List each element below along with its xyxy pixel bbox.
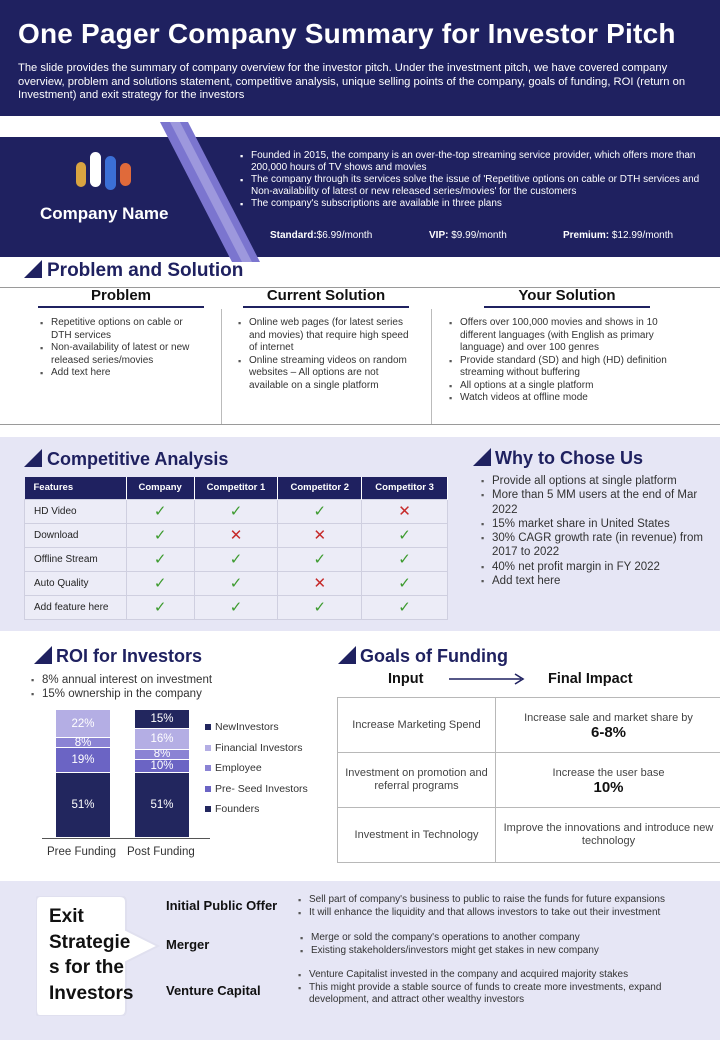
- table-row: [25, 571, 448, 595]
- bar-segment: 51%: [135, 773, 189, 837]
- legend-swatch: [205, 786, 211, 792]
- legend-swatch: [205, 745, 211, 751]
- list-item: ▪ Online streaming videos on random websites – All options are not available on a single platform: [238, 355, 418, 393]
- legend-swatch: [205, 765, 211, 771]
- chart-baseline: [42, 838, 210, 839]
- legend-item: [205, 803, 259, 815]
- company-bullet: ▪ Founded in 2015, the company is an over-the-top streaming service provider, which offers more than 200,000 hours of TV shows and movies: [240, 150, 700, 174]
- goal-input-cell: Investment on promotion and referral programs: [338, 753, 496, 808]
- table-row: [25, 523, 448, 547]
- comparison-cell: [362, 571, 448, 595]
- table-row: [338, 753, 720, 808]
- list-item: ▪ Add text here: [40, 367, 205, 380]
- list-item: ▪ 40% net profit margin in FY 2022: [481, 560, 706, 574]
- goal-impact-cell: Increase the user base 10%: [496, 753, 720, 808]
- legend-swatch: [205, 724, 211, 730]
- plan-standard: Standard:$6.99/month: [270, 230, 373, 241]
- section-triangle-icon: [34, 646, 52, 664]
- check-icon: ✓: [398, 575, 411, 592]
- page-subtitle: The slide provides the summary of company overview for the investor pitch. Under the investment pitch, we have covered company overview, problem and solutions statement, competitive analysis, unique selling points of the company, goals of funding, ROI (return on Investment) and exit strategy for the investors: [18, 62, 686, 101]
- company-bullet: ▪ The company's subscriptions are available in three plans: [240, 198, 700, 210]
- legend-item: [205, 742, 303, 754]
- problem-list: [40, 317, 205, 380]
- legend-swatch: [205, 806, 211, 812]
- roi-list: [31, 673, 291, 702]
- list-item: ▪ Existing stakeholders/investors might get stakes in new company: [300, 945, 710, 958]
- bar-segment: 51%: [56, 773, 110, 837]
- roi-heading: ROI for Investors: [56, 646, 203, 666]
- list-item: ▪ 8% annual interest on investment: [31, 673, 291, 687]
- section-triangle-icon: [24, 449, 42, 467]
- feature-cell: HD Video: [25, 499, 127, 523]
- exit-vc-list: [298, 969, 708, 1007]
- goals-input-label: Input: [388, 671, 424, 687]
- legend-item: [205, 783, 308, 795]
- plan-vip: VIP: $9.99/month: [429, 230, 507, 241]
- exit-merger-list: [300, 932, 710, 957]
- feature-cell: Add feature here: [25, 595, 127, 619]
- table-row: [338, 698, 720, 753]
- section-triangle-icon: [473, 448, 491, 466]
- legend-label: Financial Investors: [215, 741, 303, 754]
- table-row: [25, 499, 448, 523]
- comparison-cell: [126, 547, 194, 571]
- feature-cell: Download: [25, 523, 127, 547]
- problem-title: Problem: [38, 287, 204, 308]
- comparison-cell: [194, 499, 278, 523]
- list-item: ▪ More than 5 MM users at the end of Mar 2022: [481, 488, 706, 517]
- cross-icon: ✕: [313, 575, 327, 592]
- comparison-cell: [362, 547, 448, 571]
- bar-segment: 15%: [135, 710, 189, 728]
- legend-label: Pre- Seed Investors: [215, 782, 308, 795]
- comparison-cell: [362, 499, 448, 523]
- cross-icon: ✕: [229, 527, 243, 544]
- comparison-cell: [194, 571, 278, 595]
- goal-value: 10%: [593, 778, 624, 796]
- comparison-cell: [126, 523, 194, 547]
- check-icon: ✓: [153, 503, 167, 520]
- competitive-table: [24, 477, 448, 620]
- problem-solution-heading: Problem and Solution: [47, 260, 244, 281]
- goals-table: [337, 697, 720, 863]
- comparison-cell: [278, 595, 362, 619]
- comparison-cell: [126, 571, 194, 595]
- comparison-cell: [126, 499, 194, 523]
- list-item: ▪ 15% ownership in the company: [31, 687, 291, 701]
- x-tick-label: Post Funding: [127, 846, 195, 858]
- exit-label-ipo: Initial Public Offer: [166, 898, 278, 913]
- list-item: ▪ Add text here: [481, 574, 706, 588]
- check-icon: ✓: [153, 599, 167, 616]
- check-icon: ✓: [313, 599, 327, 616]
- cross-icon: ✕: [313, 527, 327, 544]
- list-item: ▪ It will enhance the liquidity and that allows investors to take out their investment: [298, 907, 708, 920]
- comparison-cell: [194, 595, 278, 619]
- comparison-cell: [194, 547, 278, 571]
- list-item: ▪ Provide all options at single platform: [481, 474, 706, 488]
- bar-segment: 8%: [56, 738, 110, 747]
- comparison-cell: [362, 523, 448, 547]
- goals-impact-label: Final Impact: [548, 671, 633, 687]
- section-triangle-icon: [24, 260, 42, 278]
- list-item: ▪ Merge or sold the company's operations to another company: [300, 932, 710, 945]
- comparison-cell: [194, 523, 278, 547]
- table-row: [25, 595, 448, 619]
- competitive-heading: Competitive Analysis: [47, 449, 229, 469]
- company-bullet: ▪ The company through its services solve the issue of 'Repetitive options on cable or DTH services and Non-availability of latest or new released series/movies' for the customers: [240, 174, 700, 198]
- table-row: [338, 808, 720, 863]
- why-list: [481, 474, 706, 588]
- goal-value: 6-8%: [590, 723, 627, 741]
- company-bullets: [240, 150, 700, 210]
- list-item: ▪ 15% market share in United States: [481, 517, 706, 531]
- check-icon: ✓: [313, 503, 327, 520]
- why-heading: Why to Chose Us: [495, 448, 644, 468]
- exit-ipo-list: [298, 894, 708, 919]
- check-icon: ✓: [153, 575, 167, 592]
- column-header: Competitor 2: [278, 477, 362, 499]
- table-header-row: [25, 477, 448, 499]
- list-item: ▪ Repetitive options on cable or DTH services: [40, 317, 205, 342]
- column-header: Competitor 3: [362, 477, 448, 499]
- check-icon: ✓: [229, 503, 243, 520]
- legend-label: NewInvestors: [215, 721, 279, 733]
- bar-segment: 8%: [135, 750, 189, 759]
- comparison-cell: [278, 547, 362, 571]
- comparison-cell: [278, 499, 362, 523]
- cross-icon: ✕: [398, 503, 411, 520]
- arrow-right-icon: [449, 672, 527, 686]
- feature-cell: Auto Quality: [25, 571, 127, 595]
- list-item: ▪ 30% CAGR growth rate (in revenue) from 2017 to 2022: [481, 531, 706, 560]
- page-title: One Pager Company Summary for Investor Pitch: [18, 18, 676, 49]
- check-icon: ✓: [153, 551, 167, 568]
- bar-segment: 19%: [56, 748, 110, 771]
- goal-impact-cell: Increase sale and market share by 6-8%: [496, 698, 720, 753]
- current-solution-list: [238, 317, 418, 392]
- list-item: ▪ Sell part of company's business to public to raise the funds for future expansions: [298, 894, 708, 907]
- exit-heading: Exit Strategie s for the Investors: [49, 906, 134, 1004]
- x-tick-label: Pree Funding: [47, 846, 117, 858]
- bar-segment: 22%: [56, 710, 110, 737]
- check-icon: ✓: [229, 575, 243, 592]
- column-divider: [431, 309, 432, 424]
- your-solution-list: [449, 317, 689, 405]
- check-icon: ✓: [398, 599, 411, 616]
- list-item: ▪ Venture Capitalist invested in the company and acquired majority stakes: [298, 969, 708, 982]
- check-icon: ✓: [313, 551, 327, 568]
- exit-label-merger: Merger: [166, 937, 210, 952]
- check-icon: ✓: [229, 551, 243, 568]
- plan-premium: Premium: $12.99/month: [563, 230, 674, 241]
- legend-item: [205, 721, 279, 733]
- feature-cell: Offline Stream: [25, 547, 127, 571]
- comparison-cell: [278, 571, 362, 595]
- check-icon: ✓: [398, 527, 411, 544]
- section-triangle-icon: [338, 646, 356, 664]
- goal-impact-cell: Improve the innovations and introduce new technology: [496, 808, 720, 863]
- column-divider: [221, 309, 222, 424]
- list-item: ▪ Non-availability of latest or new released series/movies: [40, 342, 205, 367]
- your-solution-title: Your Solution: [484, 287, 650, 308]
- legend-label: Founders: [215, 803, 260, 815]
- goal-input-cell: Increase Marketing Spend: [338, 698, 496, 753]
- check-icon: ✓: [229, 599, 243, 616]
- table-row: [25, 547, 448, 571]
- current-solution-title: Current Solution: [243, 287, 409, 308]
- list-item: ▪ This might provide a stable source of funds to create more investments, expand development, and attract other wealthy investors: [298, 982, 708, 1007]
- exit-label-vc: Venture Capital: [166, 983, 261, 998]
- column-header: Features: [25, 477, 127, 499]
- comparison-cell: [362, 595, 448, 619]
- goals-heading: Goals of Funding: [360, 646, 508, 666]
- legend-label: Employee: [215, 762, 262, 774]
- column-header: Company: [126, 477, 194, 499]
- goal-input-cell: Investment in Technology: [338, 808, 496, 863]
- check-icon: ✓: [153, 527, 167, 544]
- comparison-cell: [126, 595, 194, 619]
- list-item: ▪ Watch videos at offline mode: [449, 392, 689, 405]
- bar-segment: 10%: [135, 760, 189, 772]
- legend-item: [205, 762, 262, 774]
- comparison-cell: [278, 523, 362, 547]
- list-item: ▪ Provide standard (SD) and high (HD) definition streaming without buffering: [449, 355, 689, 380]
- list-item: ▪ All options at a single platform: [449, 380, 689, 393]
- check-icon: ✓: [398, 551, 411, 568]
- company-logo-icon: [74, 150, 142, 192]
- company-name: Company Name: [40, 204, 169, 223]
- list-item: ▪ Online web pages (for latest series and movies) that require high speed of internet: [238, 317, 418, 355]
- list-item: ▪ Offers over 100,000 movies and shows in 10 different languages (with English as primary language) and over 100 genres: [449, 317, 689, 355]
- bar-segment: 16%: [135, 729, 189, 748]
- column-header: Competitor 1: [194, 477, 278, 499]
